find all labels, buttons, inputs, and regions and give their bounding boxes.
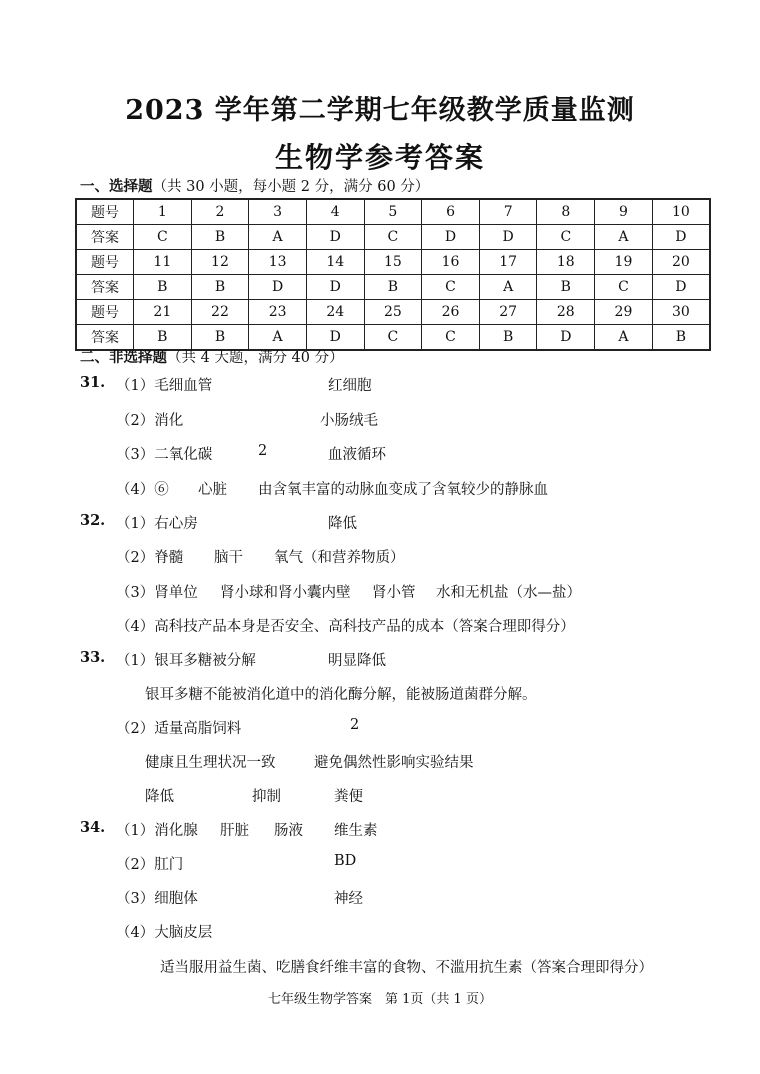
question-number-cell: 27 (479, 300, 537, 325)
answer-text: （4）大脑皮层 (116, 925, 213, 941)
question-number-cell: 15 (364, 250, 422, 275)
answer-cell: D (249, 275, 307, 300)
answer-text: BD (334, 853, 357, 869)
answer-cell: B (191, 225, 249, 250)
answer-text: 脑干 (214, 550, 243, 566)
answer-text: （1）毛细血管 (116, 378, 213, 394)
section-free-response-heading (80, 346, 344, 367)
question-number-cell: 30 (652, 300, 710, 325)
answer-cell: B (191, 325, 249, 351)
question-number-cell: 24 (306, 300, 364, 325)
answer-text: （2）适量高脂饲料 (116, 721, 242, 737)
answer-text: （2）肛门 (116, 857, 184, 873)
answer-table (75, 198, 711, 351)
answer-cell: B (134, 325, 192, 351)
question-number-cell: 1 (134, 199, 192, 225)
question-number-cell: 12 (191, 250, 249, 275)
answer-cell: B (191, 275, 249, 300)
question-number-cell: 25 (364, 300, 422, 325)
answer-text: 适当服用益生菌、吃膳食纤维丰富的食物、不滥用抗生素（答案合理即得分） (160, 960, 653, 976)
answer-text: （1）消化腺 (116, 823, 198, 839)
answer-text: 降低 (328, 516, 357, 532)
answer-text: （4）⑥ (116, 482, 169, 498)
answer-cell: C (364, 225, 422, 250)
question-number-cell: 18 (537, 250, 595, 275)
row-header: 答案 (76, 325, 134, 351)
question-number-cell: 22 (191, 300, 249, 325)
row-header: 题号 (76, 300, 134, 325)
answer-cell: B (134, 275, 192, 300)
page-subtitle: 生物学参考答案 (274, 141, 485, 174)
answer-row (76, 225, 710, 250)
row-header: 题号 (76, 199, 134, 225)
question-number-cell: 16 (422, 250, 480, 275)
question-number-cell: 10 (652, 199, 710, 225)
row-header: 题号 (76, 250, 134, 275)
answer-text: 肾小管 (372, 585, 416, 601)
answer-text: 神经 (334, 891, 363, 907)
answer-text: 水和无机盐（水—盐） (436, 585, 581, 601)
page-footer: 七年级生物学答案 第 1页（共 1 页） (268, 992, 492, 1007)
answer-cell: D (479, 225, 537, 250)
row-header: 答案 (76, 275, 134, 300)
question-number-row (76, 250, 710, 275)
question-number-33: 33. (80, 649, 106, 666)
answer-cell: C (537, 225, 595, 250)
question-number-cell: 28 (537, 300, 595, 325)
question-number-34: 34. (80, 819, 106, 836)
answer-cell: B (479, 325, 537, 351)
answer-row (76, 275, 710, 300)
answer-cell: B (537, 275, 595, 300)
answer-text: 氧气（和营养物质） (274, 550, 405, 566)
answer-cell: C (364, 325, 422, 351)
answer-text: 红细胞 (328, 378, 372, 394)
answer-text: 2 (258, 443, 268, 459)
question-number-cell: 13 (249, 250, 307, 275)
section-multiple-choice-heading (80, 175, 429, 196)
answer-text: 抑制 (252, 789, 281, 805)
answer-cell: A (595, 225, 653, 250)
question-number-cell: 11 (134, 250, 192, 275)
question-number-cell: 21 (134, 300, 192, 325)
answer-cell: D (652, 225, 710, 250)
answer-cell: A (479, 275, 537, 300)
answer-text: 心脏 (198, 482, 227, 498)
section-label: 一、选择题 (80, 178, 153, 195)
question-number-cell: 8 (537, 199, 595, 225)
answer-text: 银耳多糖不能被消化道中的消化酶分解，能被肠道菌群分解。 (145, 687, 537, 703)
answer-text: 避免偶然性影响实验结果 (314, 755, 474, 771)
question-number-cell: 9 (595, 199, 653, 225)
answer-cell: D (306, 225, 364, 250)
answer-text: 小肠绒毛 (320, 413, 378, 429)
answer-cell: A (249, 325, 307, 351)
answer-cell: C (134, 225, 192, 250)
question-number-cell: 29 (595, 300, 653, 325)
answer-text: 2 (350, 717, 360, 733)
page-title: 2023 学年第二学期七年级教学质量监测 (125, 95, 635, 126)
question-number-cell: 6 (422, 199, 480, 225)
answer-text: 肝脏 (220, 823, 249, 839)
answer-cell: D (652, 275, 710, 300)
answer-cell: D (422, 225, 480, 250)
answer-text: 降低 (145, 789, 174, 805)
section-note: （共 4 大题，满分 40 分） (167, 350, 344, 366)
question-number-cell: 26 (422, 300, 480, 325)
question-number-cell: 7 (479, 199, 537, 225)
question-number-cell: 3 (249, 199, 307, 225)
section-label: 二、非选择题 (80, 349, 167, 366)
answer-text: （3）肾单位 (116, 585, 198, 601)
answer-text: （1）右心房 (116, 516, 198, 532)
answer-text: （2）消化 (116, 413, 184, 429)
question-number-row (76, 300, 710, 325)
answer-text: （3）细胞体 (116, 891, 198, 907)
question-number-cell: 14 (306, 250, 364, 275)
question-number-31: 31. (80, 374, 106, 391)
answer-cell: A (249, 225, 307, 250)
answer-cell: B (364, 275, 422, 300)
question-number-cell: 5 (364, 199, 422, 225)
answer-cell: A (595, 325, 653, 351)
answer-text: 由含氧丰富的动脉血变成了含氧较少的静脉血 (258, 482, 548, 498)
answer-text: 健康且生理状况一致 (145, 755, 276, 771)
question-number-cell: 17 (479, 250, 537, 275)
section-note: （共 30 小题，每小题 2 分，满分 60 分） (152, 179, 430, 195)
question-number-cell: 20 (652, 250, 710, 275)
question-number-cell: 2 (191, 199, 249, 225)
answer-text: （2）脊髓 (116, 550, 184, 566)
answer-text: 粪便 (334, 789, 363, 805)
answer-cell: C (422, 325, 480, 351)
answer-text: （4）高科技产品本身是否安全、高科技产品的成本（答案合理即得分） (116, 619, 575, 635)
answer-text: 维生素 (334, 823, 378, 839)
question-number-cell: 4 (306, 199, 364, 225)
answer-text: 肠液 (274, 823, 303, 839)
answer-text: 血液循环 (328, 447, 386, 463)
question-number-cell: 23 (249, 300, 307, 325)
answer-text: （1）银耳多糖被分解 (116, 653, 256, 669)
answer-cell: D (306, 275, 364, 300)
question-number-row (76, 199, 710, 225)
answer-cell: C (422, 275, 480, 300)
answer-text: 肾小球和肾小囊内壁 (220, 585, 351, 601)
answer-text: （3）二氧化碳 (116, 447, 213, 463)
answer-text: 明显降低 (328, 653, 386, 669)
answer-cell: C (595, 275, 653, 300)
row-header: 答案 (76, 225, 134, 250)
question-number-32: 32. (80, 512, 106, 529)
question-number-cell: 19 (595, 250, 653, 275)
answer-cell: D (537, 325, 595, 351)
answer-cell: B (652, 325, 710, 351)
answer-cell: D (306, 325, 364, 351)
